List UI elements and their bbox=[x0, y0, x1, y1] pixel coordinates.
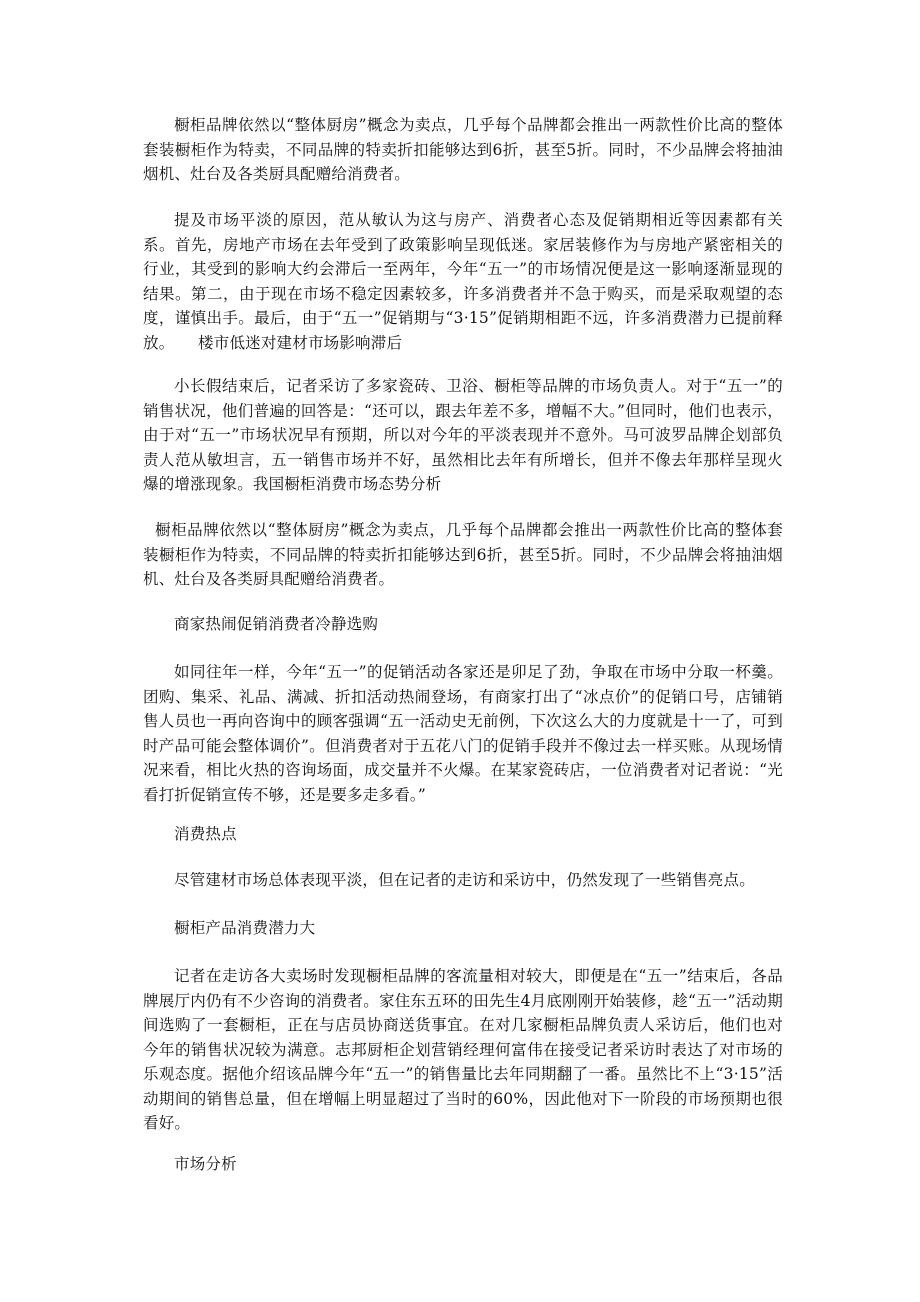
paragraph-cabinet-sales: 记者在走访各大卖场时发现橱柜品牌的客流量相对较大，即便是在“五一”结束后，各品牌展厅内仍有不少咨询的消费者。家住东五环的田先生4月底刚刚开始装修，趁“五一”活动期间选购了一套橱柜，正在与店员协商送货事宜。在对几家橱柜品牌负责人采访后，他们也对今年的销售状况较为满意。志邦厨柜企划营销经理何富伟在接受记者采访时表达了对市场的乐观态度。据他介绍该品牌今年“五一”的销售量比去年同期翻了一番。虽然比不上“3·15”活动期间的销售总量，但在增幅上明显超过了当时的60%，因此他对下一阶段的市场预期也很看好。 bbox=[143, 967, 783, 1132]
section-heading-cabinet-potential: 橱柜产品消费潜力大 bbox=[174, 919, 316, 937]
paragraph-cabinet-brands: 橱柜品牌依然以“整体厨房”概念为卖点，几乎每个品牌都会推出一两款性价比高的整体套装橱柜作为特卖，不同品牌的特卖折扣能够达到6折，甚至5折。同时，不少品牌会将抽油烟机、灶台及各类厨具配赠给消费者。 bbox=[143, 116, 783, 183]
paragraph-after-holiday: 小长假结束后，记者采访了多家瓷砖、卫浴、橱柜等品牌的市场负责人。对于“五一”的销售状况，他们普遍的回答是：“还可以，跟去年差不多，增幅不大。”但同时，他们也表示，由于对“五一”市场状况早有预期，所以对今年的平淡表现并不意外。马可波罗品牌企划部负责人范从敏坦言，五一销售市场并不好，虽然相比去年有所增长，但并不像去年那样呈现火爆的增涨现象。我国橱柜消费市场态势分析 bbox=[143, 377, 783, 493]
paragraph-highlights: 尽管建材市场总体表现平淡，但在记者的走访和采访中，仍然发现了一些销售亮点。 bbox=[174, 871, 755, 889]
paragraph-cabinet-brands-repeat: 橱柜品牌依然以“整体厨房”概念为卖点，几乎每个品牌都会推出一两款性价比高的整体套装橱柜作为特卖，不同品牌的特卖折扣能够达到6折，甚至5折。同时，不少品牌会将抽油烟机、灶台及各类厨具配赠给消费者。 bbox=[143, 521, 783, 588]
section-heading-market-analysis: 市场分析 bbox=[174, 1155, 237, 1173]
section-heading-hotspot: 消费热点 bbox=[174, 825, 237, 843]
section-heading-promotion: 商家热闹促销消费者冷静选购 bbox=[174, 615, 379, 633]
paragraph-market-reasons: 提及市场平淡的原因，范从敏认为这与房产、消费者心态及促销期相近等因素都有关系。首先，房地产市场在去年受到了政策影响呈现低迷。家居装修作为与房地产紧密相关的行业，其受到的影响大约会滞后一至两年，今年“五一”的市场情况便是这一影响逐渐显现的结果。第二，由于现在市场不稳定因素较多，许多消费者并不急于购买，而是采取观望的态度，谨慎出手。最后，由于“五一”促销期与“3·15”促销期相距不远，许多消费潜力已提前释放。 楼市低迷对建材市场影响滞后 bbox=[143, 211, 783, 352]
paragraph-promotion: 如同往年一样，今年“五一”的促销活动各家还是卯足了劲，争取在市场中分取一杯羹。团购、集采、礼品、满减、折扣活动热闹登场，有商家打出了“冰点价”的促销口号，店铺销售人员也一再向咨询中的顾客强调“五一活动史无前例，下次这么大的力度就是十一了，可到时产品可能会整体调价”。但消费者对于五花八门的促销手段并不像过去一样买账。从现场情况来看，相比火热的咨询场面，成交量并不火爆。在某家瓷砖店，一位消费者对记者说：“光看打折促销宣传不够，还是要多走多看。” bbox=[143, 663, 783, 804]
